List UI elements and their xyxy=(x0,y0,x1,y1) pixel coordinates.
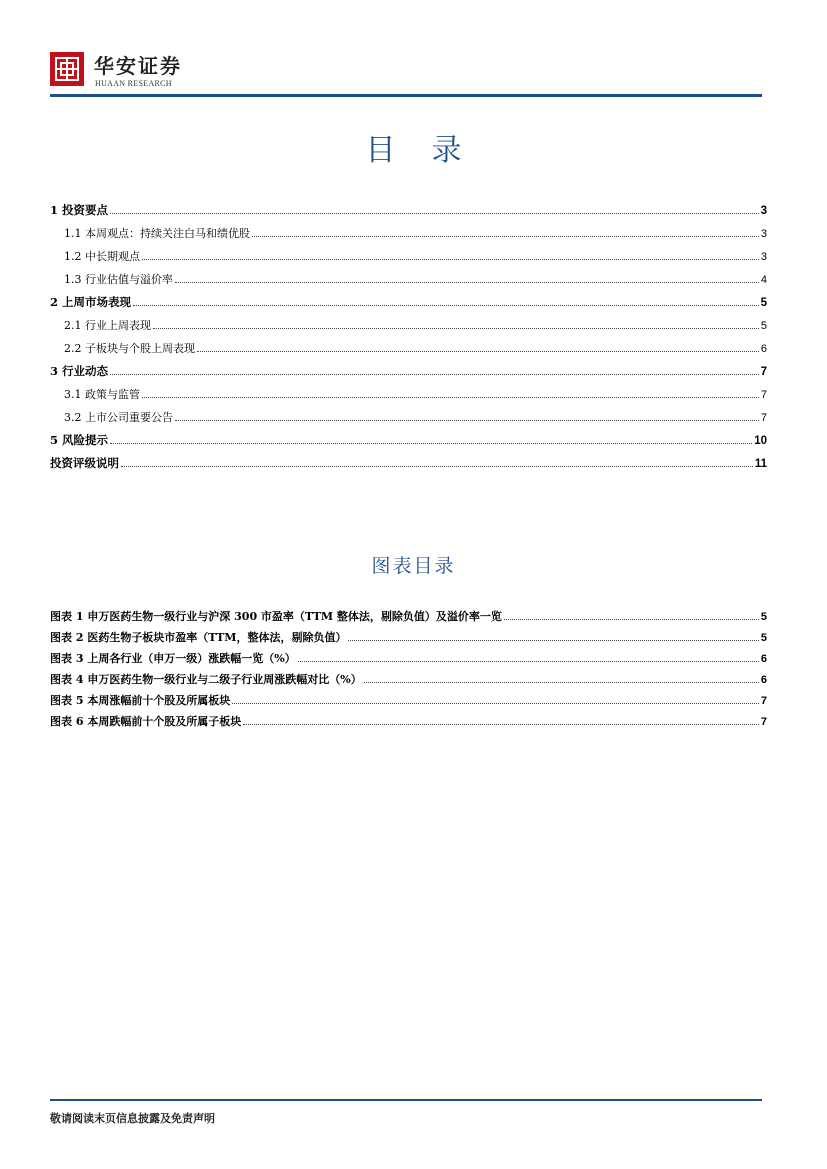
toc-entry[interactable] xyxy=(50,409,767,427)
dot-leader xyxy=(298,660,759,662)
toc-entry[interactable] xyxy=(50,455,767,473)
dot-leader xyxy=(110,212,759,214)
toc-entry-label: 5 风险提示 xyxy=(50,433,109,447)
brand-name: 华安证券 xyxy=(94,54,182,78)
toc-entry[interactable] xyxy=(50,340,767,358)
dot-leader xyxy=(348,639,758,641)
dot-leader xyxy=(153,327,759,329)
toc-entry-label: 1.1 本周观点：持续关注白马和绩优股 xyxy=(64,227,250,240)
toc-entry-page: 7 xyxy=(760,389,767,401)
toc-entry-page: 10 xyxy=(754,435,767,447)
dot-leader xyxy=(121,465,753,467)
dot-leader xyxy=(133,304,759,306)
toc-entry[interactable] xyxy=(50,363,767,381)
toc-entry-label: 1 投资要点 xyxy=(50,203,109,217)
footer-rule xyxy=(50,1099,762,1101)
figure-entry-page: 5 xyxy=(760,611,767,623)
huaan-logo xyxy=(50,52,84,86)
toc-entry-label: 1.2 中长期观点 xyxy=(64,250,140,263)
toc-entry-page: 7 xyxy=(760,366,767,378)
figure-entry-label: 图表 3 上周各行业（申万一级）涨跌幅一览（%） xyxy=(50,652,296,665)
toc-entry-page: 6 xyxy=(760,343,767,355)
dot-leader xyxy=(110,373,759,375)
toc-entry-page: 7 xyxy=(760,412,767,424)
toc-entry-label: 投资评级说明 xyxy=(50,456,119,470)
figure-entry[interactable] xyxy=(50,671,767,689)
footer-disclaimer: 敬请阅读末页信息披露及免责声明 xyxy=(50,1112,215,1125)
dot-leader xyxy=(197,350,759,352)
table-of-contents xyxy=(50,198,767,478)
toc-entry[interactable] xyxy=(50,432,767,450)
dot-leader xyxy=(142,396,759,398)
logo-glyph-icon xyxy=(54,56,80,82)
figure-list xyxy=(50,608,767,734)
toc-entry-page: 4 xyxy=(760,274,767,286)
figure-entry[interactable] xyxy=(50,629,767,647)
dot-leader xyxy=(175,281,759,283)
figure-entry[interactable] xyxy=(50,692,767,710)
toc-entry-label: 2.2 子板块与个股上周表现 xyxy=(64,342,195,355)
toc-entry-page: 5 xyxy=(760,297,767,309)
toc-entry-page: 3 xyxy=(760,205,767,217)
page-header xyxy=(50,46,760,98)
toc-entry-page: 5 xyxy=(760,320,767,332)
toc-entry[interactable] xyxy=(50,248,767,266)
page-title: 目录 xyxy=(365,133,498,168)
toc-entry-label: 2 上周市场表现 xyxy=(50,295,132,309)
toc-entry[interactable] xyxy=(50,317,767,335)
figure-entry-label: 图表 1 申万医药生物一级行业与沪深 300 市盈率（TTM 整体法，剔除负值）及溢价率一览 xyxy=(50,610,502,623)
figure-entry-label: 图表 5 本周涨幅前十个股及所属板块 xyxy=(50,694,231,707)
toc-entry-page: 3 xyxy=(760,251,767,263)
dot-leader xyxy=(252,235,759,237)
dot-leader xyxy=(504,618,759,620)
toc-entry[interactable] xyxy=(50,225,767,243)
figure-entry-page: 6 xyxy=(760,653,767,665)
figure-entry-label: 图表 4 申万医药生物一级行业与二级子行业周涨跌幅对比（%） xyxy=(50,673,362,686)
figure-entry-label: 图表 6 本周跌幅前十个股及所属子板块 xyxy=(50,715,242,728)
figure-entry-page: 7 xyxy=(760,716,767,728)
toc-entry[interactable] xyxy=(50,294,767,312)
toc-entry-label: 2.1 行业上周表现 xyxy=(64,319,151,332)
toc-entry-label: 3.1 政策与监管 xyxy=(64,388,140,401)
dot-leader xyxy=(243,723,759,725)
figure-entry-page: 5 xyxy=(760,632,767,644)
figure-entry[interactable] xyxy=(50,608,767,626)
figures-title: 图表目录 xyxy=(371,555,456,577)
figure-entry-page: 6 xyxy=(760,674,767,686)
toc-entry-page: 11 xyxy=(754,458,767,470)
toc-entry-page: 3 xyxy=(760,228,767,240)
figure-entry[interactable] xyxy=(50,713,767,731)
dot-leader xyxy=(232,702,759,704)
toc-entry-label: 3.2 上市公司重要公告 xyxy=(64,411,173,424)
dot-leader xyxy=(110,442,752,444)
dot-leader xyxy=(142,258,759,260)
toc-entry-label: 1.3 行业估值与溢价率 xyxy=(64,273,173,286)
toc-entry[interactable] xyxy=(50,386,767,404)
toc-entry-label: 3 行业动态 xyxy=(50,364,109,378)
figure-entry[interactable] xyxy=(50,650,767,668)
header-rule xyxy=(50,94,762,97)
figure-entry-page: 7 xyxy=(760,695,767,707)
toc-entry[interactable] xyxy=(50,271,767,289)
dot-leader xyxy=(175,419,759,421)
dot-leader xyxy=(364,681,759,683)
figure-entry-label: 图表 2 医药生物子板块市盈率（TTM，整体法，剔除负值） xyxy=(50,631,347,644)
brand-name-en: HUAAN RESEARCH xyxy=(95,79,172,88)
toc-entry[interactable] xyxy=(50,202,767,220)
